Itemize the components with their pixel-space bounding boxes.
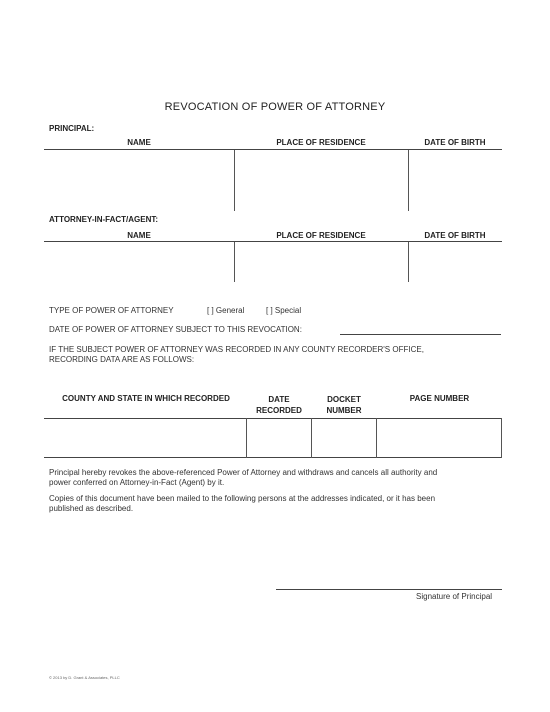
poa-type-general-checkbox[interactable]: [ ] General [207,306,245,315]
docket-number-field[interactable] [312,419,375,457]
recording-table-right-border [501,418,502,458]
page-number-header: PAGE NUMBER [409,394,470,403]
page-number-field[interactable] [377,419,500,457]
signature-line[interactable] [276,589,502,590]
principal-label: PRINCIPAL: [49,124,95,133]
recorded-notice-line-1: IF THE SUBJECT POWER OF ATTORNEY WAS RECORDED IN ANY COUNTY RECORDER'S OFFICE, [49,345,424,354]
poa-date-field[interactable] [340,334,501,335]
recorded-notice-line-2: RECORDING DATA ARE AS FOLLOWS: [49,355,195,364]
copies-paragraph: Copies of this document have been mailed to the following persons at the addresses indicated, or it has been published as described. [49,494,436,513]
date-recorded-header: DATE RECORDED [256,395,302,415]
agent-dob-field[interactable] [409,242,502,282]
principal-name-field[interactable] [44,150,233,211]
county-state-field[interactable] [44,419,245,457]
principal-name-header: NAME [127,138,151,147]
agent-name-field[interactable] [44,242,233,282]
agent-name-header: NAME [127,231,151,240]
principal-dob-header: DATE OF BIRTH [424,138,486,147]
poa-type-label: TYPE OF POWER OF ATTORNEY [49,306,174,315]
docket-number-header: DOCKET NUMBER [326,395,362,415]
recording-table-bottom-rule [44,457,502,458]
agent-dob-header: DATE OF BIRTH [424,231,486,240]
agent-residence-header: PLACE OF RESIDENCE [276,231,366,240]
agent-label: ATTORNEY-IN-FACT/AGENT: [49,215,159,224]
footer-copyright: © 2013 by D. Grant & Associates, PLLC [49,675,120,680]
poa-date-label: DATE OF POWER OF ATTORNEY SUBJECT TO THIS REVOCATION: [49,325,302,334]
signature-label: Signature of Principal [416,592,493,601]
county-state-header: COUNTY AND STATE IN WHICH RECORDED [62,394,230,403]
principal-residence-header: PLACE OF RESIDENCE [276,138,366,147]
poa-type-special-checkbox[interactable]: [ ] Special [266,306,302,315]
date-recorded-field[interactable] [247,419,310,457]
principal-dob-field[interactable] [409,150,502,211]
agent-residence-field[interactable] [235,242,407,282]
document-title: REVOCATION OF POWER OF ATTORNEY [164,101,386,113]
revocation-paragraph: Principal hereby revokes the above-referenced Power of Attorney and withdraws and cancels all authority and power conferred on Attorney-in-Fact (Agent) by it. [49,468,438,487]
principal-residence-field[interactable] [235,150,407,211]
